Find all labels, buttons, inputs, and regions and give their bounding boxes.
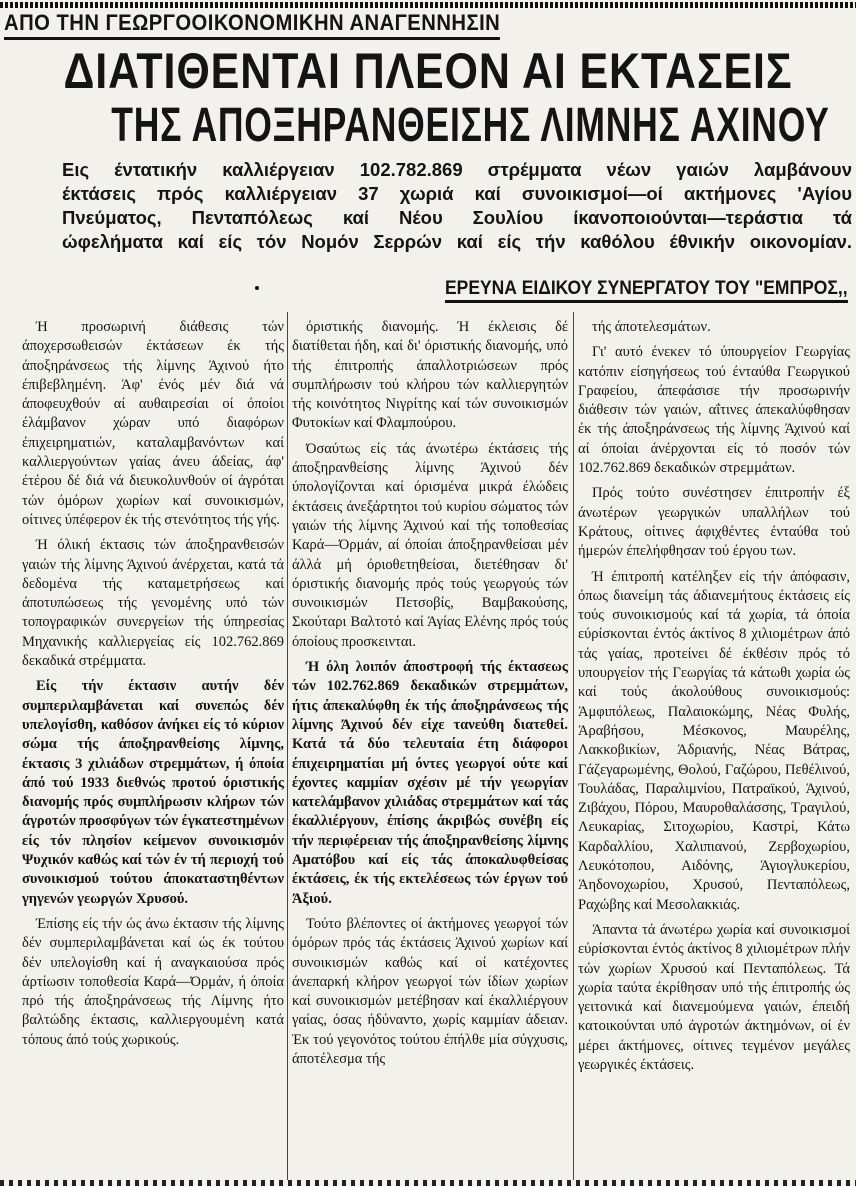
paragraph: Ή προσωρινή διάθεσις τών άποχερσωθεισών έκτάσεων έκ τής άποξηράνσεως τής λίμνης Άχινού ήτο έπιβεβλημένη. Άφ' ένός μέν διά νά άποφευχθούν αί αυθαιρεσίαι οί όποίοι έλάμβανον χώραν υπό διαφόρων έπιχειρηματιών, καταλαμβανόντων καί καλλιεργούντων γαίας άνευ άδείας, άφ' έτέρου δέ διά νά διευκολυνθούν οί άγρόται τών όμόρων χωρίων καί συνοικισμών, οίτινες ύπέφερον έκ τής στενότητος τής γής. — [22, 319, 284, 528]
paragraph: Είς τήν έκτασιν αυτήν δέν συμπεριλαμβάνεται καί συνεπώς δέν υπελογίσθη, καθόσον άνήκει είς τό κύριον σώμα τής άποξηρανθείσης λίμνης, έκτασις 3 χιλιάδων στρεμμάτων, ή όποία άπό τού 1933 διεθνώς προτού όριστικής διανομής πρός συμπλήρωσιν κλήρων τών άγροτών προσφύγων τών έγκατεστημένων είς τόν πλησίον κείμενον συνοικισμόν Ψυχικόν καθώς καί τών έν τή περιοχή τού συνοικισμού τούτου άποκαταστηθέντων γηγενών γεωργών Χρυσού. — [22, 678, 284, 907]
article-column-3 — [578, 318, 850, 1184]
column-divider — [573, 312, 574, 1186]
paragraph: Ή έπιτροπή κατέληξεν είς τήν άπόφασιν, όπως διανείμη τάς άδιανεμήτους έκτάσεις είς τούς συνοικισμούς καί τά χωρία, τά όποία εύρίσκονται έντός άκτίνος 8 χιλιομέτρων άπό τάς γαίας, προτείνει δέ έκθέσιν πρός τό υπουργείον τής Γεωργίας τά κάτωθι χωρία ώς καί τούς άκολούθους συνοικισμούς: Άμφιπόλεως, Παλαιοκώμης, Νέας Φυλής, Άραβήσου, Μέσκονος, Μαυρέλης, Λακκοβικίων, Άδριανής, Νέας Βάτρας, Γάζεγαρωμένης, Θολού, Γαζώρου, Πεθέλινού, Τουλάδας, Παραλιμνίου, Πατραϊκού, Άχινού, Ζιβάχου, Πόρου, Μαυροθαλάσσης, Τραγιλού, Λευκαρίας, Σιτοχωρίου, Καστρί, Κάτω Καρδαλλίου, Χαλιπιανού, Ζερβοχωρίου, Λευκότοπου, Αιδόνης, Άγιογλυκερίου, Άηδονοχωρίου, Χρυσού, Πενταπόλεως, Ραχώβης καί Μεσολακκιάς. — [578, 568, 850, 913]
article-column-2 — [292, 318, 568, 1184]
deck-line: ώφελήματα καί είς τόν Νομόν Σερρών καί είς τήν καθόλου έθνικήν οικονομίαν. — [62, 231, 852, 252]
paragraph: Έπίσης είς τήν ώς άνω έκτασιν τής λίμνης δέν συμπεριλαμβάνεται καί ώς έκ τούτου δέν υπελογίσθη καί ή αναγκαιούσα πρός άρτίωσιν τοποθεσία Καρά—Όρμάν, ή όποία πρό τής άποξηράνσεως τής Λίμνης ήτο βαλτώδης έκτασις, καλλιεργουμένη κατά τόπους άπό τούς χωρικούς. — [22, 915, 284, 1048]
byline: ΕΡΕΥΝΑ ΕΙΔΙΚΟΥ ΣΥΝΕΡΓΑΤΟΥ ΤΟΥ "ΕΜΠΡΟΣ,, — [445, 278, 848, 303]
paragraph: Πρός τούτο συνέστησεν έπιτροπήν έξ άνωτέρων γεωργικών υπαλλήλων τού Κράτους, οίτινες άφιχθέντες ένταύθα τού ήμερών έπελήφθησαν τού έργου των. — [578, 485, 850, 560]
section-kicker: ΑΠΟ ΤΗΝ ΓΕΩΡΓΟΟΙΚΟΝΟΜΙΚΗΝ ΑΝΑΓΕΝΝΗΣΙΝ — [4, 10, 500, 40]
deck-line: έκτάσεις πρός καλλιέργειαν 37 χωριά καί συνοικισμοί—οί ακτήμονες 'Αγίου — [62, 183, 852, 204]
deck-line: Πνεύματος, Πενταπόλεως καί Νέου Σουλίου ίκανοποιούνται—τεράστια τά — [62, 207, 852, 228]
paragraph: τής άποτελεσμάτων. — [592, 319, 711, 335]
headline-line-2: ΤΗΣ ΑΠΟΞΗΡΑΝΘΕΙΣΗΣ ΛΙΜΝΗΣ ΑΧΙΝΟΥ — [111, 99, 830, 152]
bottom-decorative-rule — [0, 1180, 856, 1186]
deck-line: Εις έντατικήν καλλιέργειαν 102.782.869 στρέμματα νέων γαιών λαμβάνουν — [62, 159, 852, 180]
column-divider — [287, 312, 288, 1186]
paragraph: Γι' αυτό ένεκεν τό ύπουργείον Γεωργίας κατόπιν είσηγήσεως τού ένταύθα Γεωργικού Γραφείου, άπεφάσισε τήν προσωρινήν διάθεσιν τών γαιών, αΐτινες άπεκαλύφθησαν έκ τής άποξηράνσεως τής λίμνης Άχινού καί αί όποίαι άνέρχονται είς τό ποσόν τών 102.762.869 δεκαδικών στρεμμάτων. — [578, 344, 850, 477]
paragraph: Ή όλική έκτασις τών άποξηρανθεισών γαιών τής λίμνης Άχινού άνέρχεται, κατά τά δεδομένα τής καταμετρήσεως καί άποτυπώσεως τής γενομένης υπό τών τοπογραφικών συνεργείων τής ύπηρεσίας Μηχανικής καλλιεργείας είς 102.762.869 δεκαδικά στρέμματα. — [22, 537, 284, 670]
paragraph: όριστικής διανομής. Ή έκλεισις δέ διατίθεται ήδη, καί δι' όριστικής διανομής, υπό τής έπιτροπής άπαλλοτριώσεων πρός συμπλήρωσιν τού κλήρου τών καλλιεργητών τής κοινότητος Νιγρίτης καί τών συνοικισμών Φυτοκίων καί Φλαμπούρου. — [292, 319, 568, 432]
subheadline-deck — [62, 158, 852, 254]
paragraph: Άπαντα τά άνωτέρω χωρία καί συνοικισμοί εύρίσκονται έντός άκτίνος 8 χιλιομέτρων πλήν τών χωρίων Χρυσού καί Πενταπόλεως. Τά χωρία ταύτα έκρίθησαν υπό τής έπιτροπής ώς γειτονικά καί διανεμούμενα γαιών, έπειδή κατοικούνται υπό άγροτών άκτημόνων, οί έν μέρει άκτήμονες, οίτινες τεγμένον μεγάλες γεωργικές έκτάσεις. — [578, 921, 850, 1073]
ornament-dot — [255, 286, 259, 290]
paragraph: Όσαύτως είς τάς άνωτέρω έκτάσεις τής άποξηρανθείσης λίμνης Άχινού δέν ύπολογίζονται καί όρισμένα μικρά έλώδεις έκτάσεις άνεξάρτητοι τού κυρίου σώματος τών γαιών τής λίμνης Άχινού καί τής τοποθεσίας Καρά—Όρμάν, αί όποίαι άποξηρανθείσαι μέν άλλά μή όριοθετηθείσαι, διετέθησαν δι' όριστικής διανομής πρός τούς γεωργούς τών συνοικισμών Πετσοβίς, Βαμβακούσης, Σκούταρι Βαλτοτό καί Άγίας Ελένης πρός τούς όποίους προσκεινται. — [292, 440, 568, 650]
top-decorative-rule — [0, 2, 856, 8]
paragraph: Ή όλη λοιπόν άποστροφή τής έκτασεως τών 102.762.869 δεκαδικών στρεμμάτων, ήτις άπεκαλύφθη έκ τής άποξηράνσεως τής λίμνης Άχινού δέν είχε τανεύθη διατεθεί. Κατά τά δύο τελευταία έτη διάφοροι έπιχειρηματίαι μή όντες γεωργοί ούτε καί έχοντες καμμίαν σχέσιν μέ τήν γεωργίαν κατελάμβανον χιλιάδας στρεμμάτων καί τάς έκαλλιέργουν, έπίσης άκριβώς συνέβη είς τήν περιφέρειαν τής άποξηρανθείσης λίμνης Αματόβου καί είς τάς άποκαλυφθείσας έκτάσεις, έκ τής εκτελέσεως τών έργων τού Άξιού. — [292, 659, 568, 907]
article-column-1 — [22, 318, 284, 1184]
paragraph: Τούτο βλέποντες οί άκτήμονες γεωργοί τών όμόρων πρός τάς έκτάσεις Άχινού χωρίων καί συνοικισμών καθώς καί οί κατέχοντες άνεπαρκή κλήρον γεωργοί τών ίδίων χωρίων καί συνοικισμών μετέβησαν καί έκαλλιέργουν γαίας, όσας ήδύναντο, χωρίς καμμίαν άδειαν. Έκ τού γεγονότος τούτου έπήλθε μία σύγχυσις, άποτέλεσμα τής — [292, 915, 568, 1067]
headline-line-1: ΔΙΑΤΙΘΕΝΤΑΙ ΠΛΕΟΝ ΑΙ ΕΚΤΑΣΕΙΣ — [63, 43, 793, 99]
